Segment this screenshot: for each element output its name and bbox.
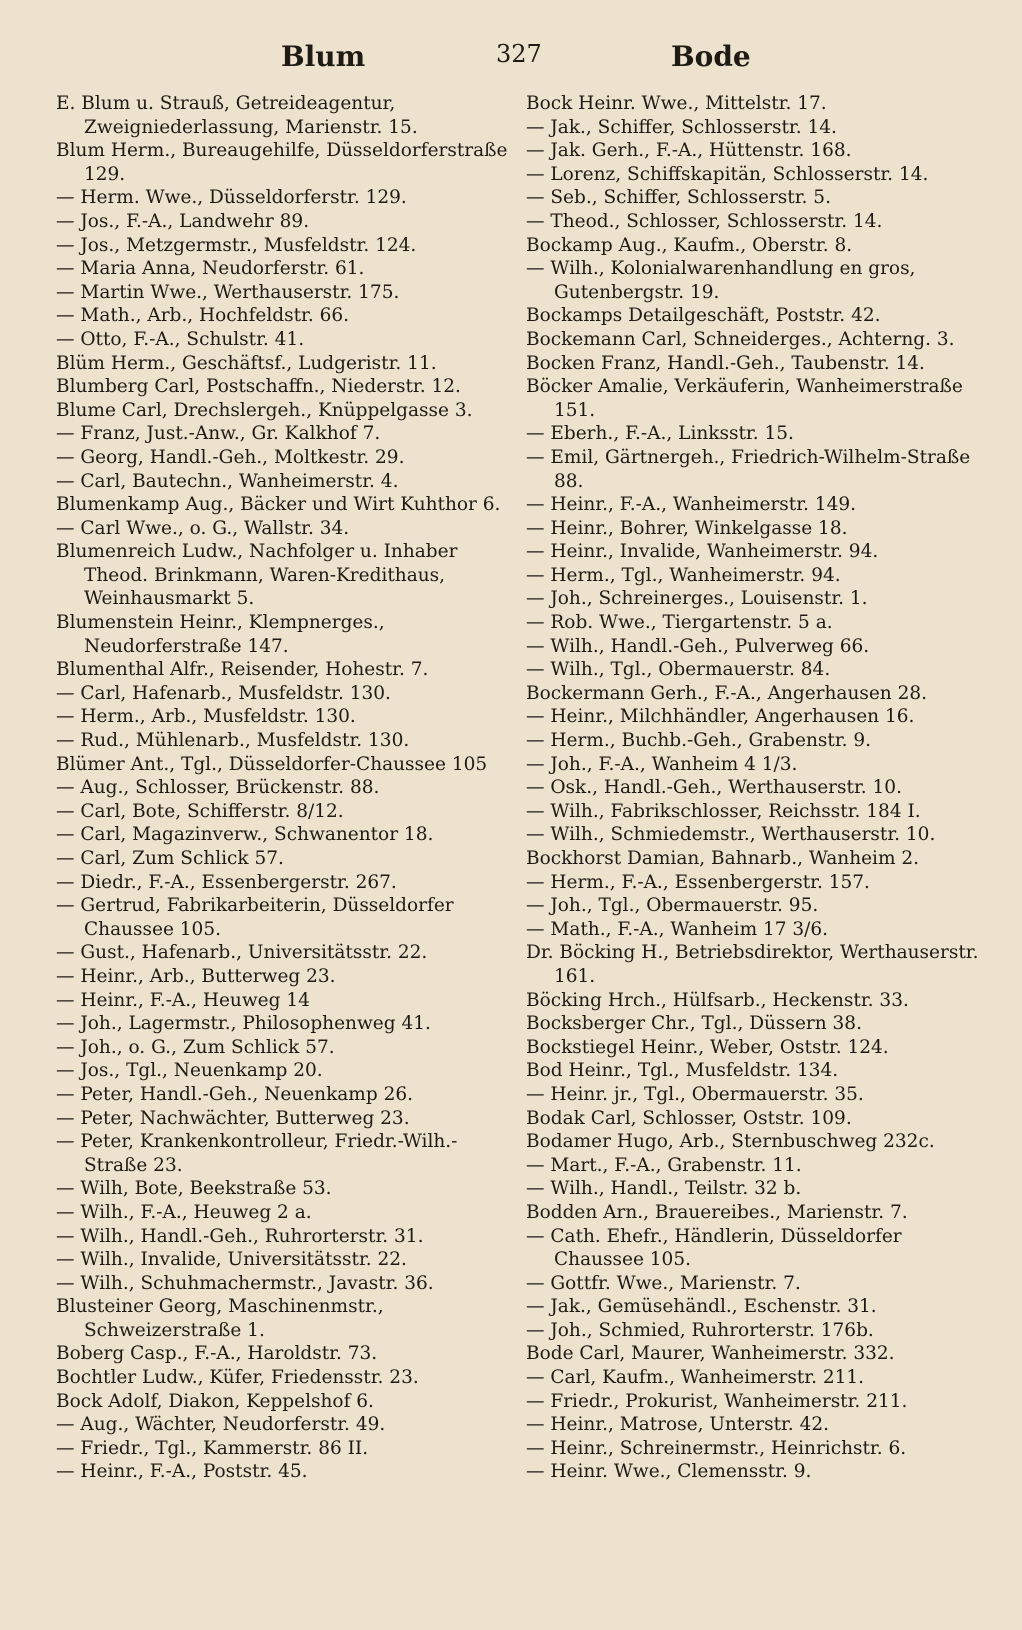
left-column: [56, 92, 511, 1484]
directory-entry: Blumenkamp Aug., Bäcker und Wirt Kuhthor 6.: [56, 494, 501, 516]
directory-entry: Bockemann Carl, Schneiderges., Achterng. 3.: [526, 328, 955, 350]
directory-entry: — Jos., Metzgermstr., Musfeldstr. 124.: [56, 234, 417, 256]
directory-entry: — Herm., Buchb.-Geh., Grabenstr. 9.: [526, 730, 872, 752]
page-header: [56, 40, 994, 84]
directory-entry: — Wilh., Handl., Teilstr. 32 b.: [526, 1178, 802, 1200]
directory-entry: E. Blum u. Strauß, Getreideagentur, Zweigniederlassung, Marienstr. 15.: [56, 93, 418, 138]
directory-entry: Dr. Böcking H., Betriebsdirektor, Werthauserstr. 161.: [526, 942, 979, 987]
directory-entry: — Wilh., Invalide, Universitätsstr. 22.: [56, 1249, 407, 1271]
directory-entry: Blumenstein Heinr., Klempnerges., Neudorferstraße 147.: [56, 612, 385, 657]
header-right-keyword: Bode: [671, 40, 751, 73]
directory-entry: Bock Heinr. Wwe., Mittelstr. 17.: [526, 93, 827, 114]
directory-entry: — Jak. Gerh., F.-A., Hüttenstr. 168.: [526, 140, 852, 162]
directory-entry: — Aug., Schlosser, Brückenstr. 88.: [56, 777, 380, 799]
directory-entry: — Emil, Gärtnergeh., Friedrich-Wilhelm-Straße 88.: [526, 446, 971, 492]
directory-entry: — Joh., Schmied, Ruhrorterstr. 176b.: [526, 1319, 874, 1341]
directory-entry: — Friedr., Prokurist, Wanheimerstr. 211.: [526, 1390, 908, 1412]
directory-entry: — Seb., Schiffer, Schlosserstr. 5.: [526, 187, 831, 209]
directory-entry: Blume Carl, Drechslergeh., Knüppelgasse 3.: [56, 399, 473, 421]
directory-entry: — Lorenz, Schiffskapitän, Schlosserstr. 14.: [526, 163, 929, 185]
directory-entry: Bode Carl, Maurer, Wanheimerstr. 332.: [526, 1343, 895, 1365]
directory-entry: — Joh., Tgl., Obermauerstr. 95.: [526, 895, 819, 917]
directory-entry: — Diedr., F.-A., Essenbergerstr. 267.: [56, 871, 397, 893]
directory-entry: — Carl, Bautechn., Wanheimerstr. 4.: [56, 470, 399, 492]
directory-entry: — Math., F.-A., Wanheim 17 3/6.: [526, 918, 829, 940]
directory-entry: — Wilh., Fabrikschlosser, Reichsstr. 184 I.: [526, 800, 921, 822]
directory-entry: — Heinr., Matrose, Unterstr. 42.: [526, 1414, 829, 1436]
directory-entry: Blümer Ant., Tgl., Düsseldorfer-Chaussee 105: [56, 753, 488, 775]
directory-entry: — Wilh., Handl.-Geh., Ruhrorterstr. 31.: [56, 1225, 424, 1247]
directory-entry: Bockermann Gerh., F.-A., Angerhausen 28.: [526, 682, 928, 704]
directory-entry: Blumenthal Alfr., Reisender, Hohestr. 7.: [56, 659, 429, 681]
directory-entry: Bockamps Detailgeschäft, Poststr. 42.: [526, 305, 881, 327]
directory-entry: — Herm. Wwe., Düsseldorferstr. 129.: [56, 187, 407, 209]
directory-entry: — Wilh., F.-A., Heuweg 2 a.: [56, 1201, 312, 1223]
directory-entry: — Heinr., Invalide, Wanheimerstr. 94.: [526, 541, 879, 563]
directory-entry: — Heinr., Milchhändler, Angerhausen 16.: [526, 706, 915, 728]
directory-entry: Blumberg Carl, Postschaffn., Niederstr. 12.: [56, 376, 461, 398]
header-left-keyword: Blum: [281, 40, 366, 73]
page-number: 327: [496, 40, 542, 68]
directory-entry: — Heinr., Schreinermstr., Heinrichstr. 6.: [526, 1437, 907, 1459]
directory-entry: — Peter, Krankenkontrolleur, Friedr.-Wilh.-Straße 23.: [56, 1131, 458, 1176]
directory-entry: Blum Herm., Bureaugehilfe, Düsseldorferstraße 129.: [56, 140, 508, 185]
directory-entry: — Joh., o. G., Zum Schlick 57.: [56, 1036, 335, 1058]
directory-entry: Bockamp Aug., Kaufm., Oberstr. 8.: [526, 234, 853, 256]
directory-entry: Bocksberger Chr., Tgl., Düssern 38.: [526, 1013, 862, 1035]
directory-entry: — Heinr. Wwe., Clemensstr. 9.: [526, 1461, 812, 1483]
directory-entry: — Heinr. jr., Tgl., Obermauerstr. 35.: [526, 1083, 864, 1105]
directory-entry: Blusteiner Georg, Maschinenmstr., Schweizerstraße 1.: [56, 1296, 384, 1341]
right-column: [526, 92, 981, 1484]
directory-entry: — Martin Wwe., Werthauserstr. 175.: [56, 281, 400, 303]
directory-entry: — Wilh., Schmiedemstr., Werthauserstr. 10.: [526, 824, 936, 846]
directory-entry: — Aug., Wächter, Neudorferstr. 49.: [56, 1414, 386, 1436]
directory-entry: — Math., Arb., Hochfeldstr. 66.: [56, 305, 350, 327]
directory-entry: Böcker Amalie, Verkäuferin, Wanheimerstraße 151.: [526, 376, 963, 421]
directory-entry: — Carl, Bote, Schifferstr. 8/12.: [56, 800, 344, 822]
directory-entry: — Heinr., F.-A., Poststr. 45.: [56, 1461, 308, 1483]
directory-entry: — Mart., F.-A., Grabenstr. 11.: [526, 1154, 802, 1176]
directory-entry: Bock Adolf, Diakon, Keppelshof 6.: [56, 1390, 374, 1412]
directory-entry: Bodden Arn., Brauereibes., Marienstr. 7.: [526, 1201, 908, 1223]
directory-entry: — Gust., Hafenarb., Universitätsstr. 22.: [56, 942, 428, 964]
directory-entry: — Maria Anna, Neudorferstr. 61.: [56, 258, 365, 280]
directory-entry: — Franz, Just.-Anw., Gr. Kalkhof 7.: [56, 423, 381, 445]
directory-entry: — Rob. Wwe., Tiergartenstr. 5 a.: [526, 612, 833, 634]
directory-entry: — Georg, Handl.-Geh., Moltkestr. 29.: [56, 446, 405, 468]
directory-entry: — Jak., Schiffer, Schlosserstr. 14.: [526, 116, 837, 138]
directory-entry: — Heinr., Bohrer, Winkelgasse 18.: [526, 517, 848, 539]
directory-entry: — Gottfr. Wwe., Marienstr. 7.: [526, 1272, 801, 1294]
directory-entry: — Peter, Handl.-Geh., Neuenkamp 26.: [56, 1083, 413, 1105]
directory-entry: — Wilh., Handl.-Geh., Pulverweg 66.: [526, 635, 870, 657]
entry-columns: [56, 92, 994, 1484]
directory-entry: Bochtler Ludw., Küfer, Friedensstr. 23.: [56, 1367, 419, 1389]
directory-entry: — Joh., Schreinerges., Louisenstr. 1.: [526, 588, 868, 610]
directory-entry: — Osk., Handl.-Geh., Werthauserstr. 10.: [526, 777, 902, 799]
directory-entry: — Joh., F.-A., Wanheim 4 1/3.: [526, 753, 798, 775]
directory-entry: — Herm., Tgl., Wanheimerstr. 94.: [526, 564, 841, 586]
directory-entry: — Jak., Gemüsehändl., Eschenstr. 31.: [526, 1296, 877, 1318]
directory-entry: — Jos., F.-A., Landwehr 89.: [56, 210, 310, 232]
directory-entry: Bockhorst Damian, Bahnarb., Wanheim 2.: [526, 848, 920, 869]
directory-entry: — Wilh, Bote, Beekstraße 53.: [56, 1178, 332, 1200]
directory-entry: — Carl, Magazinverw., Schwanentor 18.: [56, 824, 434, 846]
directory-entry: — Rud., Mühlenarb., Musfeldstr. 130.: [56, 730, 410, 752]
directory-entry: — Carl, Hafenarb., Musfeldstr. 130.: [56, 682, 391, 704]
directory-entry: — Heinr., Arb., Butterweg 23.: [56, 965, 336, 987]
directory-entry: — Carl Wwe., o. G., Wallstr. 34.: [56, 517, 350, 539]
directory-entry: Boberg Casp., F.-A., Haroldstr. 73.: [56, 1343, 378, 1365]
directory-entry: — Wilh., Tgl., Obermauerstr. 84.: [526, 659, 831, 681]
directory-entry: Bockstiegel Heinr., Weber, Oststr. 124.: [526, 1036, 889, 1058]
directory-entry: — Jos., Tgl., Neuenkamp 20.: [56, 1060, 323, 1082]
directory-entry: — Carl, Zum Schlick 57.: [56, 848, 284, 869]
directory-entry: — Joh., Lagermstr., Philosophenweg 41.: [56, 1013, 431, 1035]
directory-entry: Bodak Carl, Schlosser, Oststr. 109.: [526, 1107, 852, 1129]
directory-entry: Bod Heinr., Tgl., Musfeldstr. 134.: [526, 1060, 839, 1082]
directory-entry: — Otto, F.-A., Schulstr. 41.: [56, 328, 305, 350]
directory-entry: Bodamer Hugo, Arb., Sternbuschweg 232c.: [526, 1131, 935, 1153]
directory-entry: Bocken Franz, Handl.-Geh., Taubenstr. 14.: [526, 352, 925, 374]
directory-entry: — Cath. Ehefr., Händlerin, Düsseldorfer Chaussee 105.: [526, 1225, 902, 1271]
directory-entry: — Friedr., Tgl., Kammerstr. 86 II.: [56, 1437, 369, 1459]
directory-entry: — Wilh., Kolonialwarenhandlung en gros, Gutenbergstr. 19.: [526, 258, 916, 303]
directory-entry: — Gertrud, Fabrikarbeiterin, Düsseldorfer Chaussee 105.: [56, 895, 454, 940]
directory-entry: — Peter, Nachwächter, Butterweg 23.: [56, 1107, 410, 1129]
directory-entry: — Herm., Arb., Musfeldstr. 130.: [56, 706, 356, 728]
directory-entry: — Wilh., Schuhmachermstr., Javastr. 36.: [56, 1272, 434, 1294]
directory-entry: Blüm Herm., Geschäftsf., Ludgeristr. 11.: [56, 352, 437, 374]
directory-entry: — Theod., Schlosser, Schlosserstr. 14.: [526, 210, 883, 232]
directory-entry: Böcking Hrch., Hülfsarb., Heckenstr. 33.: [526, 989, 909, 1011]
directory-entry: — Carl, Kaufm., Wanheimerstr. 211.: [526, 1367, 865, 1389]
directory-entry: — Heinr., F.-A., Wanheimerstr. 149.: [526, 494, 856, 516]
directory-entry: Blumenreich Ludw., Nachfolger u. Inhaber Theod. Brinkmann, Waren-Kredithaus, Weinhausmarkt 5.: [56, 541, 458, 610]
directory-entry: — Eberh., F.-A., Linksstr. 15.: [526, 423, 794, 445]
directory-entry: — Heinr., F.-A., Heuweg 14: [56, 989, 310, 1011]
directory-entry: — Herm., F.-A., Essenbergerstr. 157.: [526, 871, 870, 893]
